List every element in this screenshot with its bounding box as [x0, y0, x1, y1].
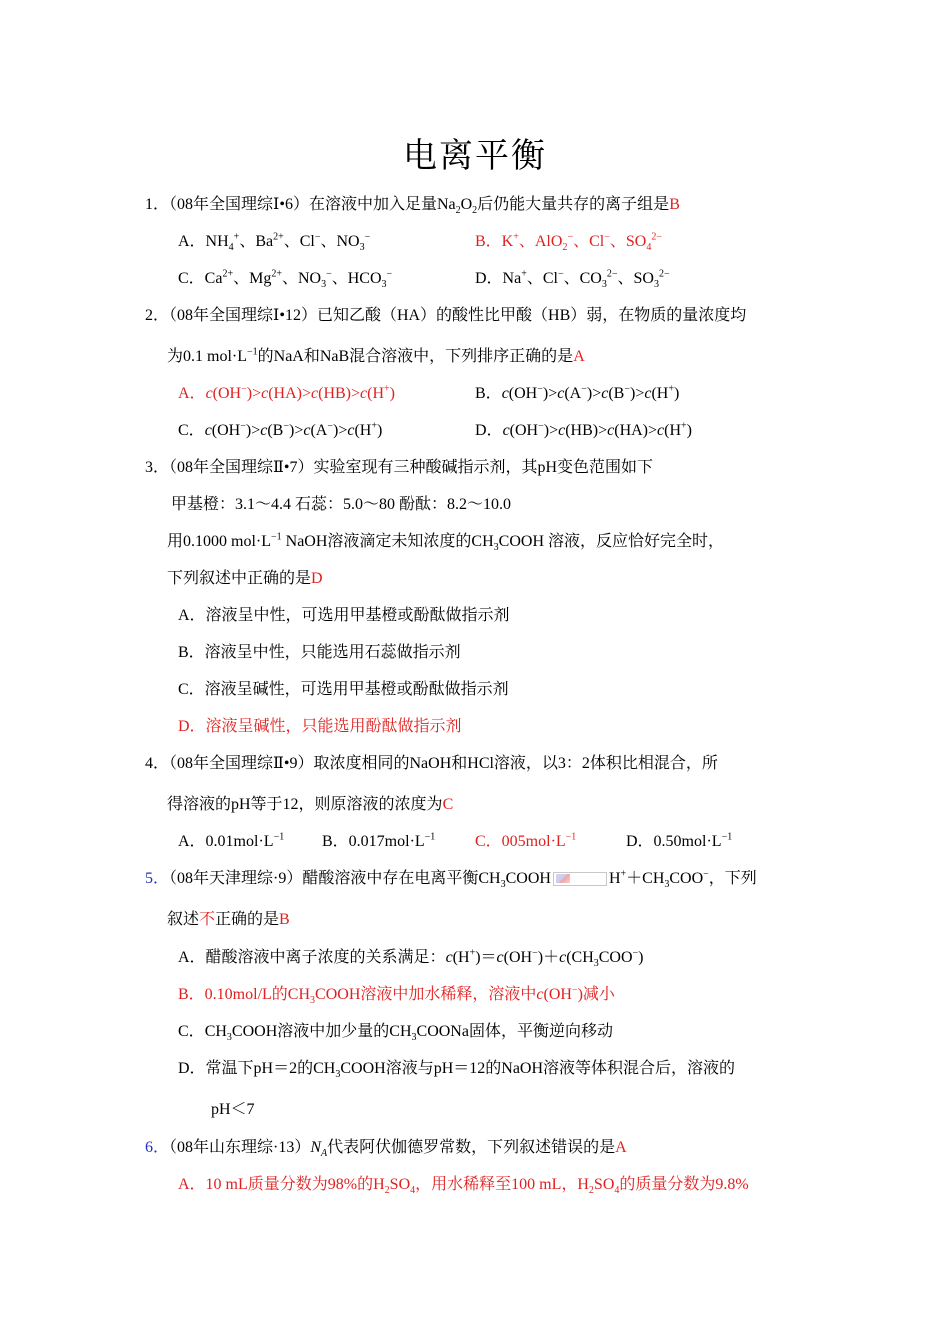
question-3-stem-line4: 下列叙述中正确的是D	[167, 570, 323, 587]
indicator-ranges: 甲基橙：3.1～4.4 石蕊：5.0～80 酚酞：8.2～10.0	[171, 496, 512, 513]
question-3-stem: 3．（08年全国理综Ⅱ•7）实验室现有三种酸碱指示剂，其pH变色范围如下	[145, 459, 654, 476]
question-1-option-d: D．Na+、Cl−、$CO_3^{2-}$、$SO_3^{2-}$	[475, 268, 670, 291]
question-3-option-a: A．溶液呈中性，可选用甲基橙或酚酞做指示剂	[178, 607, 510, 624]
question-1-option-b: B．K+、AlO$_2$−、Cl−、$SO_4^{2-}$	[475, 231, 662, 254]
question-4-answer: C	[442, 796, 454, 813]
question-2-option-b: B．c(OH−)>c(A−)>c(B−)>c(H+)	[475, 383, 680, 402]
question-4-option-b: B．$0.017mol\cdot L^{-1}$	[322, 831, 436, 850]
question-3-option-c: C．溶液呈碱性，可选用甲基橙或酚酞做指示剂	[178, 681, 509, 698]
question-6-number: 6．	[145, 1139, 170, 1156]
question-1-answer: B	[669, 196, 680, 213]
question-5-option-b: B．0.10mol/L的$CH_3COOH$溶液中加水稀释，溶液中c(OH−)减小	[178, 984, 615, 1007]
question-4-option-c: C．$005mol\cdot L^{-1}$	[475, 831, 577, 850]
question-5-stem-line2: 叙述不正确的是B	[167, 911, 290, 928]
question-6-stem: 6．（08年山东理综$\cdot 13)N_A$代表阿伏伽德罗常数，下列叙述错误的是A	[145, 1139, 627, 1160]
question-5-option-c: C．$CH_3COOH$溶液中加少量的$CH_3COONa$固体，平衡逆向移动	[178, 1023, 613, 1044]
question-2-option-c: C．c(OH−)>c(B−)>c(A−)>c(H+)	[178, 420, 383, 439]
question-3-stem-line3: 用0.1000 $mol\cdot L^{-1}$ NaOH溶液滴定未知浓度的$CH_3COOH$ 溶液，反应恰好完全时，	[167, 531, 725, 554]
question-1-option-c: C．$Ca^{2+}$、$Mg^{2+}$、$NO_3^-$、$HCO_3^-$	[178, 268, 393, 291]
page-title: 电离平衡	[403, 138, 547, 175]
question-6-option-a: A．10 mL质量分数为98%的$H_2SO_4$，用水稀释至100 mL，$H_2SO_4$的质量分数为9.8%	[178, 1176, 749, 1197]
question-5-option-d: D．常温下pH＝2的$CH_3COOH$溶液与pH＝12的NaOH溶液等体积混合后，溶液的	[178, 1060, 736, 1081]
question-5-answer: B	[279, 911, 290, 928]
question-4-option-d: D．$0.50mol\cdot L^{-1}$	[626, 831, 733, 850]
question-3-option-b: B．溶液呈中性，只能选用石蕊做指示剂	[178, 644, 461, 661]
question-5-number: 5．	[145, 870, 170, 887]
question-2-answer: A	[573, 348, 585, 365]
question-4-stem-line2: 得溶液的pH等于12，则原溶液的浓度为C	[167, 796, 454, 813]
question-5-option-d-line2: pH＜7	[211, 1101, 255, 1118]
question-2-stem: 2．（08年全国理综Ⅰ•12）已知乙酸（HA）的酸性比甲酸（HB）弱，在物质的量浓度均	[145, 307, 747, 324]
question-2-stem-line2: 为0.1 $mol\cdot L^{-1}$的NaA和NaB混合溶液中，下列排序正确的是A	[167, 346, 585, 365]
question-2-option-a: A．c(OH−)>c(HA)>c(HB)>c(H+)	[178, 383, 395, 402]
question-4-option-a: A．$0.01mol\cdot L^{-1}$	[178, 831, 285, 850]
question-4-stem: 4．（08年全国理综Ⅱ•9）取浓度相同的NaOH和HCl溶液，以3：2体积比相混合，所	[145, 755, 718, 772]
question-2-option-d: D．c(OH−)>c(HB)>c(HA)>c(H+)	[475, 420, 692, 439]
question-5-stem: 5．（08年天津理综·9）醋酸溶液中存在电离平衡$CH_3COOH$ $H^++CH_3COO^-$，下列	[145, 868, 757, 891]
question-3-answer: D	[311, 570, 323, 587]
question-1-stem: 1．（08年全国理综Ⅰ•6）在溶液中加入足量$Na_2O_2$后仍能大量共存的离子组是B	[145, 196, 680, 217]
equilibrium-arrow-image	[553, 872, 607, 886]
question-6-answer: A	[615, 1139, 627, 1156]
question-1-option-a: A．$NH_4^+$、$Ba^{2+}$、Cl−、$NO_3^-$	[178, 231, 371, 254]
question-5-option-a: A．醋酸溶液中离子浓度的关系满足：$c(H^+)=c(OH^-)+c(CH_3COO^-)$	[178, 947, 644, 970]
question-3-option-d: D．溶液呈碱性，只能选用酚酞做指示剂	[178, 718, 462, 735]
